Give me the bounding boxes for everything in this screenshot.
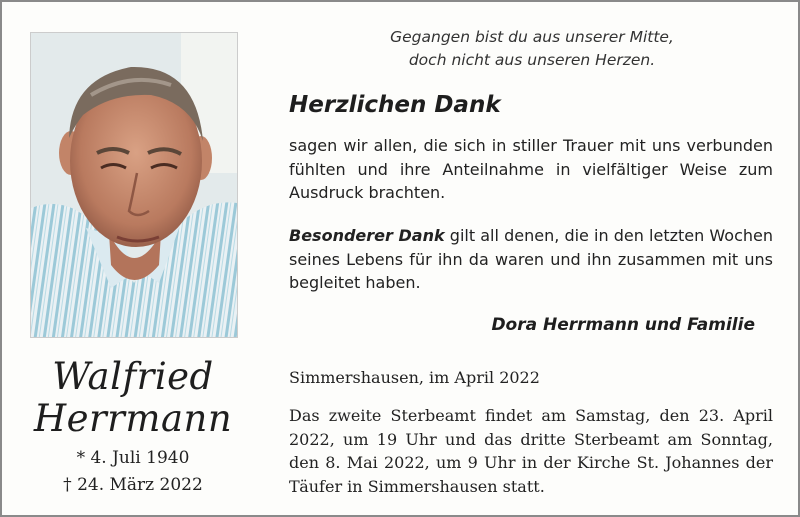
birth-date: * 4. Juli 1940	[76, 448, 190, 468]
special-thanks-paragraph	[289, 224, 773, 295]
thanks-paragraph: sagen wir allen, die sich in stiller Trauer mit uns verbunden fühlten und ihre Anteilnahme in vielfältiger Weise zum Ausdruck brachten.	[289, 136, 773, 202]
quote-line-2: doch nicht aus unseren Herzen.	[408, 51, 656, 69]
thank-you-heading: Herzlichen Dank	[289, 92, 501, 118]
deceased-first-name: Walfried	[52, 355, 214, 398]
death-date: † 24. März 2022	[63, 475, 203, 495]
deceased-last-name: Herrmann	[33, 397, 233, 440]
family-signature: Dora Herrmann und Familie	[491, 315, 755, 335]
special-thanks-emphasis: Besonderer Dank	[289, 226, 445, 245]
portrait-illustration	[31, 33, 237, 337]
place-and-date: Simmershausen, im April 2022	[289, 368, 540, 387]
quote-line-1: Gegangen bist du aus unserer Mitte,	[390, 28, 674, 46]
memorial-service-notice: Das zweite Sterbeamt findet am Samstag, den 23. April 2022, um 19 Uhr und das dritte Sterbeamt am Sonntag, den 8. Mai 2022, um 9 Uhr in der Kirche St. Johannes der Täufer in Simmershausen statt.	[289, 406, 773, 496]
portrait-photo	[30, 32, 238, 338]
special-thanks-text: gilt all denen, die in den letzten Wochen seines Lebens für ihn da waren und ihn zusammen mit uns begleitet haben.	[289, 226, 773, 292]
